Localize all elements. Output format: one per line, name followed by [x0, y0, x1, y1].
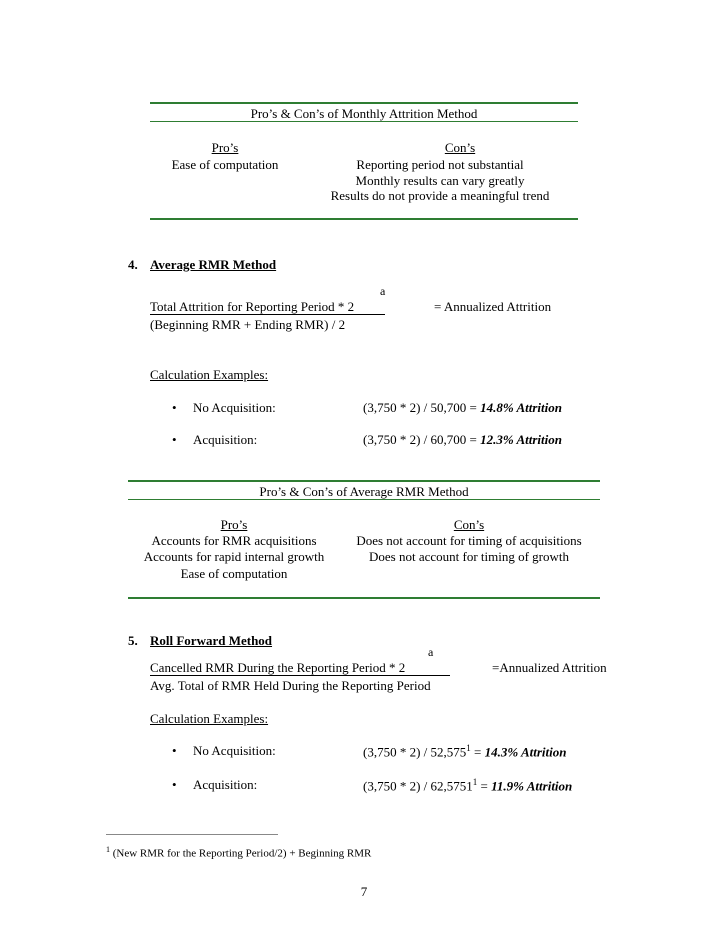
- page-number: 7: [360, 884, 368, 899]
- section4-numerator: Total Attrition for Reporting Period * 2: [150, 299, 355, 314]
- bullet-icon: •: [172, 743, 177, 758]
- table1-cons-header: Con’s: [444, 140, 476, 155]
- section5-result: =Annualized Attrition: [492, 660, 607, 675]
- table1-top-rule: [150, 102, 578, 104]
- section4-title: Average RMR Method: [150, 257, 277, 272]
- table2-title-rule: [128, 499, 600, 500]
- table2-cons-header: Con’s: [453, 517, 485, 532]
- table2-top-rule: [128, 480, 600, 482]
- section5-example-label: Acquisition:: [193, 777, 258, 792]
- table1-bottom-rule: [150, 218, 578, 220]
- section4-denominator: (Beginning RMR + Ending RMR) / 2: [150, 317, 346, 332]
- section5-example-calc: $(3,750 * 2) / 52,575^1 = 14.3\%$ Attrition: [363, 743, 567, 760]
- bullet-icon: •: [172, 777, 177, 792]
- section4-sup: a: [380, 284, 386, 298]
- section4-fraction-line: [150, 314, 385, 315]
- table1-con-item: Reporting period not substantial: [356, 157, 524, 172]
- section5-sup: a: [428, 645, 434, 659]
- section5-example-label: No Acquisition:: [193, 743, 276, 758]
- table1-pros-header: Pro’s: [211, 140, 239, 155]
- section4-example-label: Acquisition:: [193, 432, 258, 447]
- section5-title: Roll Forward Method: [150, 633, 273, 648]
- section5-fraction-line: [150, 675, 450, 676]
- footnote-separator: [106, 834, 278, 835]
- section4-number: 4.: [128, 257, 138, 272]
- section5-example-calc: $(3,750 * 2) / 62,5751^1 = 11.9\%$ Attrition: [363, 777, 573, 794]
- section4-examples-label: Calculation Examples:: [150, 367, 269, 382]
- section5-numerator: Cancelled RMR During the Reporting Period * 2: [150, 660, 406, 675]
- table2-con-item: Does not account for timing of acquisitions: [356, 533, 582, 548]
- bullet-icon: •: [172, 432, 177, 447]
- section4-result: = Annualized Attrition: [434, 299, 552, 314]
- table1-con-item: Monthly results can vary greatly: [355, 173, 525, 188]
- section5-number: 5.: [128, 633, 138, 648]
- table2-pro-item: Ease of computation: [180, 566, 288, 581]
- table2-pros-header: Pro’s: [220, 517, 248, 532]
- table2-title: Pro’s & Con’s of Average RMR Method: [259, 484, 469, 499]
- section4-example-calc: (3,750 * 2) / 50,700 = 14.8% Attrition: [363, 400, 562, 415]
- table1-title: Pro’s & Con’s of Monthly Attrition Method: [250, 106, 478, 121]
- section5-examples-label: Calculation Examples:: [150, 711, 269, 726]
- table2-con-item: Does not account for timing of growth: [368, 549, 569, 564]
- table1-con-item: Results do not provide a meaningful trend: [330, 188, 550, 203]
- table1-title-rule: [150, 121, 578, 122]
- table2-pro-item: Accounts for rapid internal growth: [143, 549, 325, 564]
- table2-pro-item: Accounts for RMR acquisitions: [151, 533, 317, 548]
- section4-example-label: No Acquisition:: [193, 400, 276, 415]
- table1-pro-item: Ease of computation: [171, 157, 279, 172]
- section5-denominator: Avg. Total of RMR Held During the Reporting Period: [150, 678, 431, 693]
- section4-example-calc: (3,750 * 2) / 60,700 = 12.3% Attrition: [363, 432, 562, 447]
- table2-bottom-rule: [128, 597, 600, 599]
- bullet-icon: •: [172, 400, 177, 415]
- footnote: $^1$ (New RMR for the Reporting Period/2) + Beginning RMR: [106, 845, 372, 860]
